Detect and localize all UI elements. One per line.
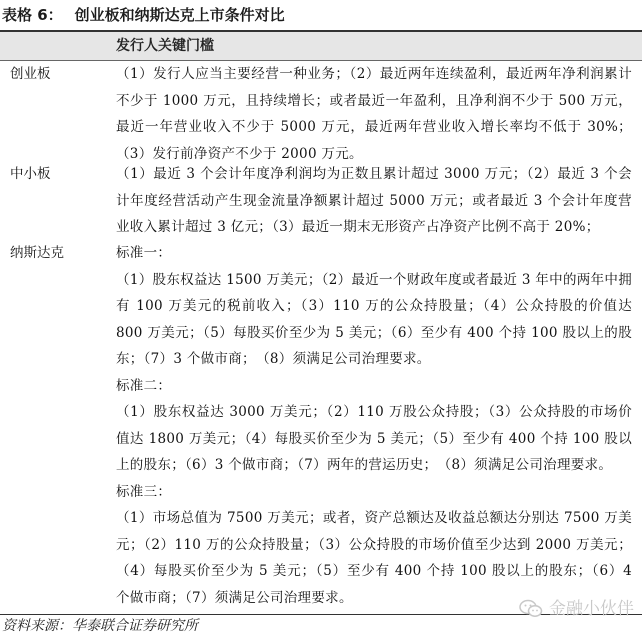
nasdaq-standard-1-title: 标准一： [116,245,172,261]
row-label-nasdaq: 纳斯达克 [10,245,64,261]
nasdaq-standard-3-title: 标准三： [116,483,172,500]
row-text-nasdaq [116,240,632,611]
row-label-chinext: 创业板 [10,66,51,82]
row-text-sme [116,161,632,241]
row-text-chinext [116,61,632,167]
watermark [519,594,634,624]
nasdaq-standard-3-text: （1）市场总值为 7500 万美元；或者，资产总额达及收益总额达分别达 7500 万美元；（2）110 万的公众持股量；（3）公众持股的市场价值至少达到 2000 万美元；（4）每股买价至少为 5 美元；（5）至少有 400 个持 100 股以上的股东；（6）4 个做市商；（7）须满足公司治理要求。 [116,510,632,606]
nasdaq-standard-2-text: （1）股东权益达 3000 万美元；（2）110 万股公众持股；（3）公众持股的市场价值达 1800 万美元；（4）每股买价至少为 5 美元；（5）至少有 400 个持 100 股以上的股东；（6）3 个做市商；（7）两年的营运历史； （8）须满足公司治理要求。 [116,404,632,473]
source-note: 资料来源：华泰联合证券研究所 [2,618,198,634]
sme-conditions: （1）最近 3 个会计年度净利润均为正数且累计超过 3000 万元；（2）最近 3 个会计年度经营活动产生现金流量净额累计超过 5000 万元；或者最近 3 个会计年度营业收入累计超过 3 亿元；（3）最近一期末无形资产占净资产比例不高于 20%； [116,166,632,235]
wechat-icon [519,599,543,619]
nasdaq-standard-2-title: 标准二： [116,377,172,394]
table-label: 表格 6： [2,6,63,24]
chinext-conditions: （1）发行人应当主要经营一种业务；（2）最近两年连续盈利，最近两年净利润累计不少于 1000 万元，且持续增长；或者最近一年盈利，且净利润不少于 500 万元，最近一年营业收入不少于 5000 万元，最近两年营业收入增长率均不低于 30%；（3）发行前净资产不少于 2000 万元。 [116,66,632,162]
row-label-sme: 中小板 [10,166,51,182]
header-threshold: 发行人关键门槛 [116,38,214,54]
table-header [0,32,642,61]
nasdaq-standard-1-text: （1）股东权益达 1500 万美元；（2）最近一个财政年度或者最近 3 年中的两年中拥有 100 万美元的税前收入；（3）110 万的公众持股量；（4）公众持股的价值达 800 万美元；（5）每股买价至少为 5 美元；（6）至少有 400 个持 100 股以上的股东；（7）3 个做市商； （8）须满足公司治理要求。 [116,271,632,367]
table-title: 创业板和纳斯达克上市条件对比 [74,6,285,24]
watermark-text: 金融小伙伴 [549,599,634,619]
table-title-line [2,4,285,26]
